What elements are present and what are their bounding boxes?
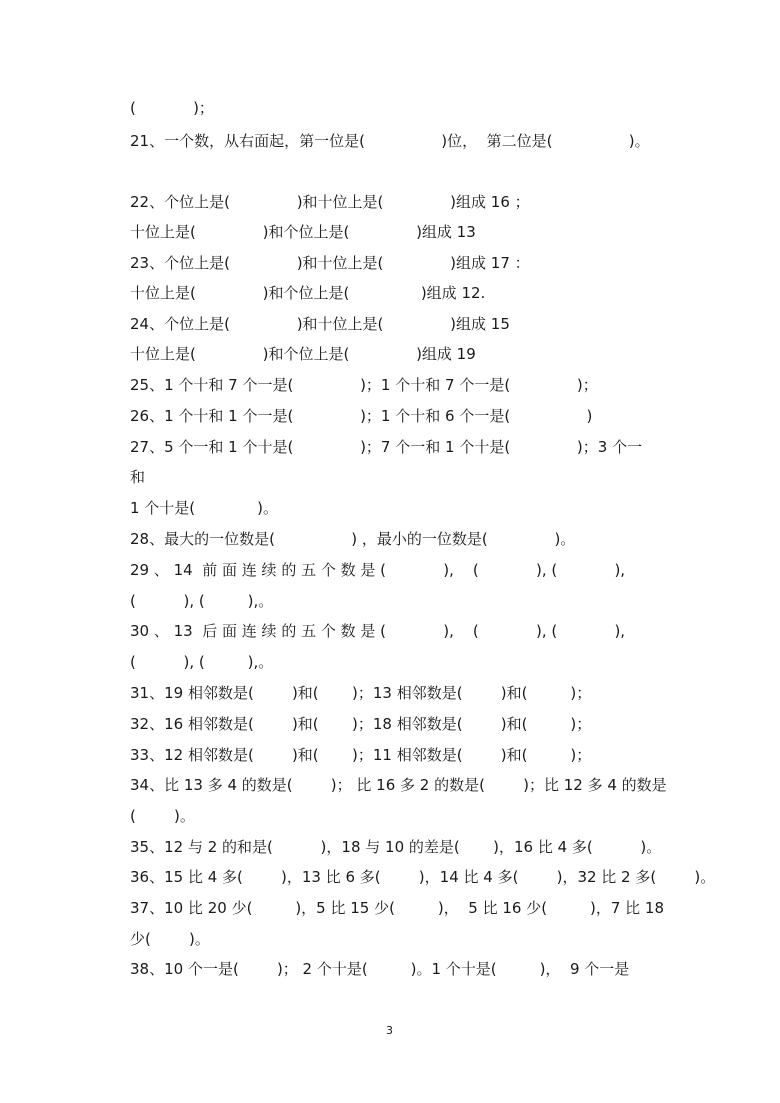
worksheet-line: 22、个位上是( )和十位上是( )组成 16 ； [130,193,530,211]
worksheet-line: 十位上是( )和个位上是( )组成 12. [130,284,486,302]
worksheet-line: 十位上是( )和个位上是( )组成 13 [130,223,476,241]
worksheet-line: ( ), ( ),。 [130,653,274,671]
worksheet-line: 36、15 比 4 多( )，13 比 6 多( )，14 比 4 多( )，32 比 2 多( )。 [130,868,716,886]
worksheet-line: 21、一个数，从右面起，第一位是( )位， 第二位是( )。 [130,132,650,150]
worksheet-line: 38、10 个一是( )； 2 个十是( )。1 个十是( )， 9 个一是 [130,960,630,978]
worksheet-line: ( ), ( ),。 [130,592,274,610]
worksheet-line: 24、个位上是( )和十位上是( )组成 15 [130,315,510,333]
worksheet-line: 27、5 个一和 1 个十是( )；7 个一和 1 个十是( )；3 个一 [130,438,643,456]
worksheet-line: 31、19 相邻数是( )和( )；13 相邻数是( )和( )； [130,684,592,702]
worksheet-line: ( )； [130,99,214,117]
worksheet-line: 25、1 个十和 7 个一是( )；1 个十和 7 个一是( )； [130,376,598,394]
worksheet-line: 23、个位上是( )和十位上是( )组成 17 ： [130,254,530,272]
worksheet-line: 32、16 相邻数是( )和( )；18 相邻数是( )和( )； [130,715,592,733]
worksheet-line: 少( )。 [130,930,210,948]
worksheet-line: 37、10 比 20 少( )，5 比 15 少( )， 5 比 16 少( )，7 比 18 [130,899,664,917]
worksheet-line: 30 、 13 后 面 连 续 的 五 个 数 是 ( ), ( ), ( ), [130,622,626,640]
worksheet-line: 26、1 个十和 1 个一是( )；1 个十和 6 个一是( ) [130,407,593,425]
worksheet-line: 28、最大的一位数是( ) ，最小的一位数是( )。 [130,530,576,548]
page-number: 3 [386,1024,393,1037]
worksheet-line: 35、12 与 2 的和是( )，18 与 10 的差是( )，16 比 4 多( )。 [130,838,662,856]
worksheet-line: ( )。 [130,807,195,825]
worksheet-line: 1 个十是( )。 [130,499,279,517]
worksheet-line: 29 、 14 前 面 连 续 的 五 个 数 是 ( ), ( ), ( ), [130,561,626,579]
worksheet-line: 十位上是( )和个位上是( )组成 19 [130,345,476,363]
worksheet-line: 34、比 13 多 4 的数是( )； 比 16 多 2 的数是( )；比 12 多 4 的数是 [130,776,667,794]
worksheet-line: 33、12 相邻数是( )和( )；11 相邻数是( )和( )； [130,746,592,764]
worksheet-line: 和 [130,468,146,486]
